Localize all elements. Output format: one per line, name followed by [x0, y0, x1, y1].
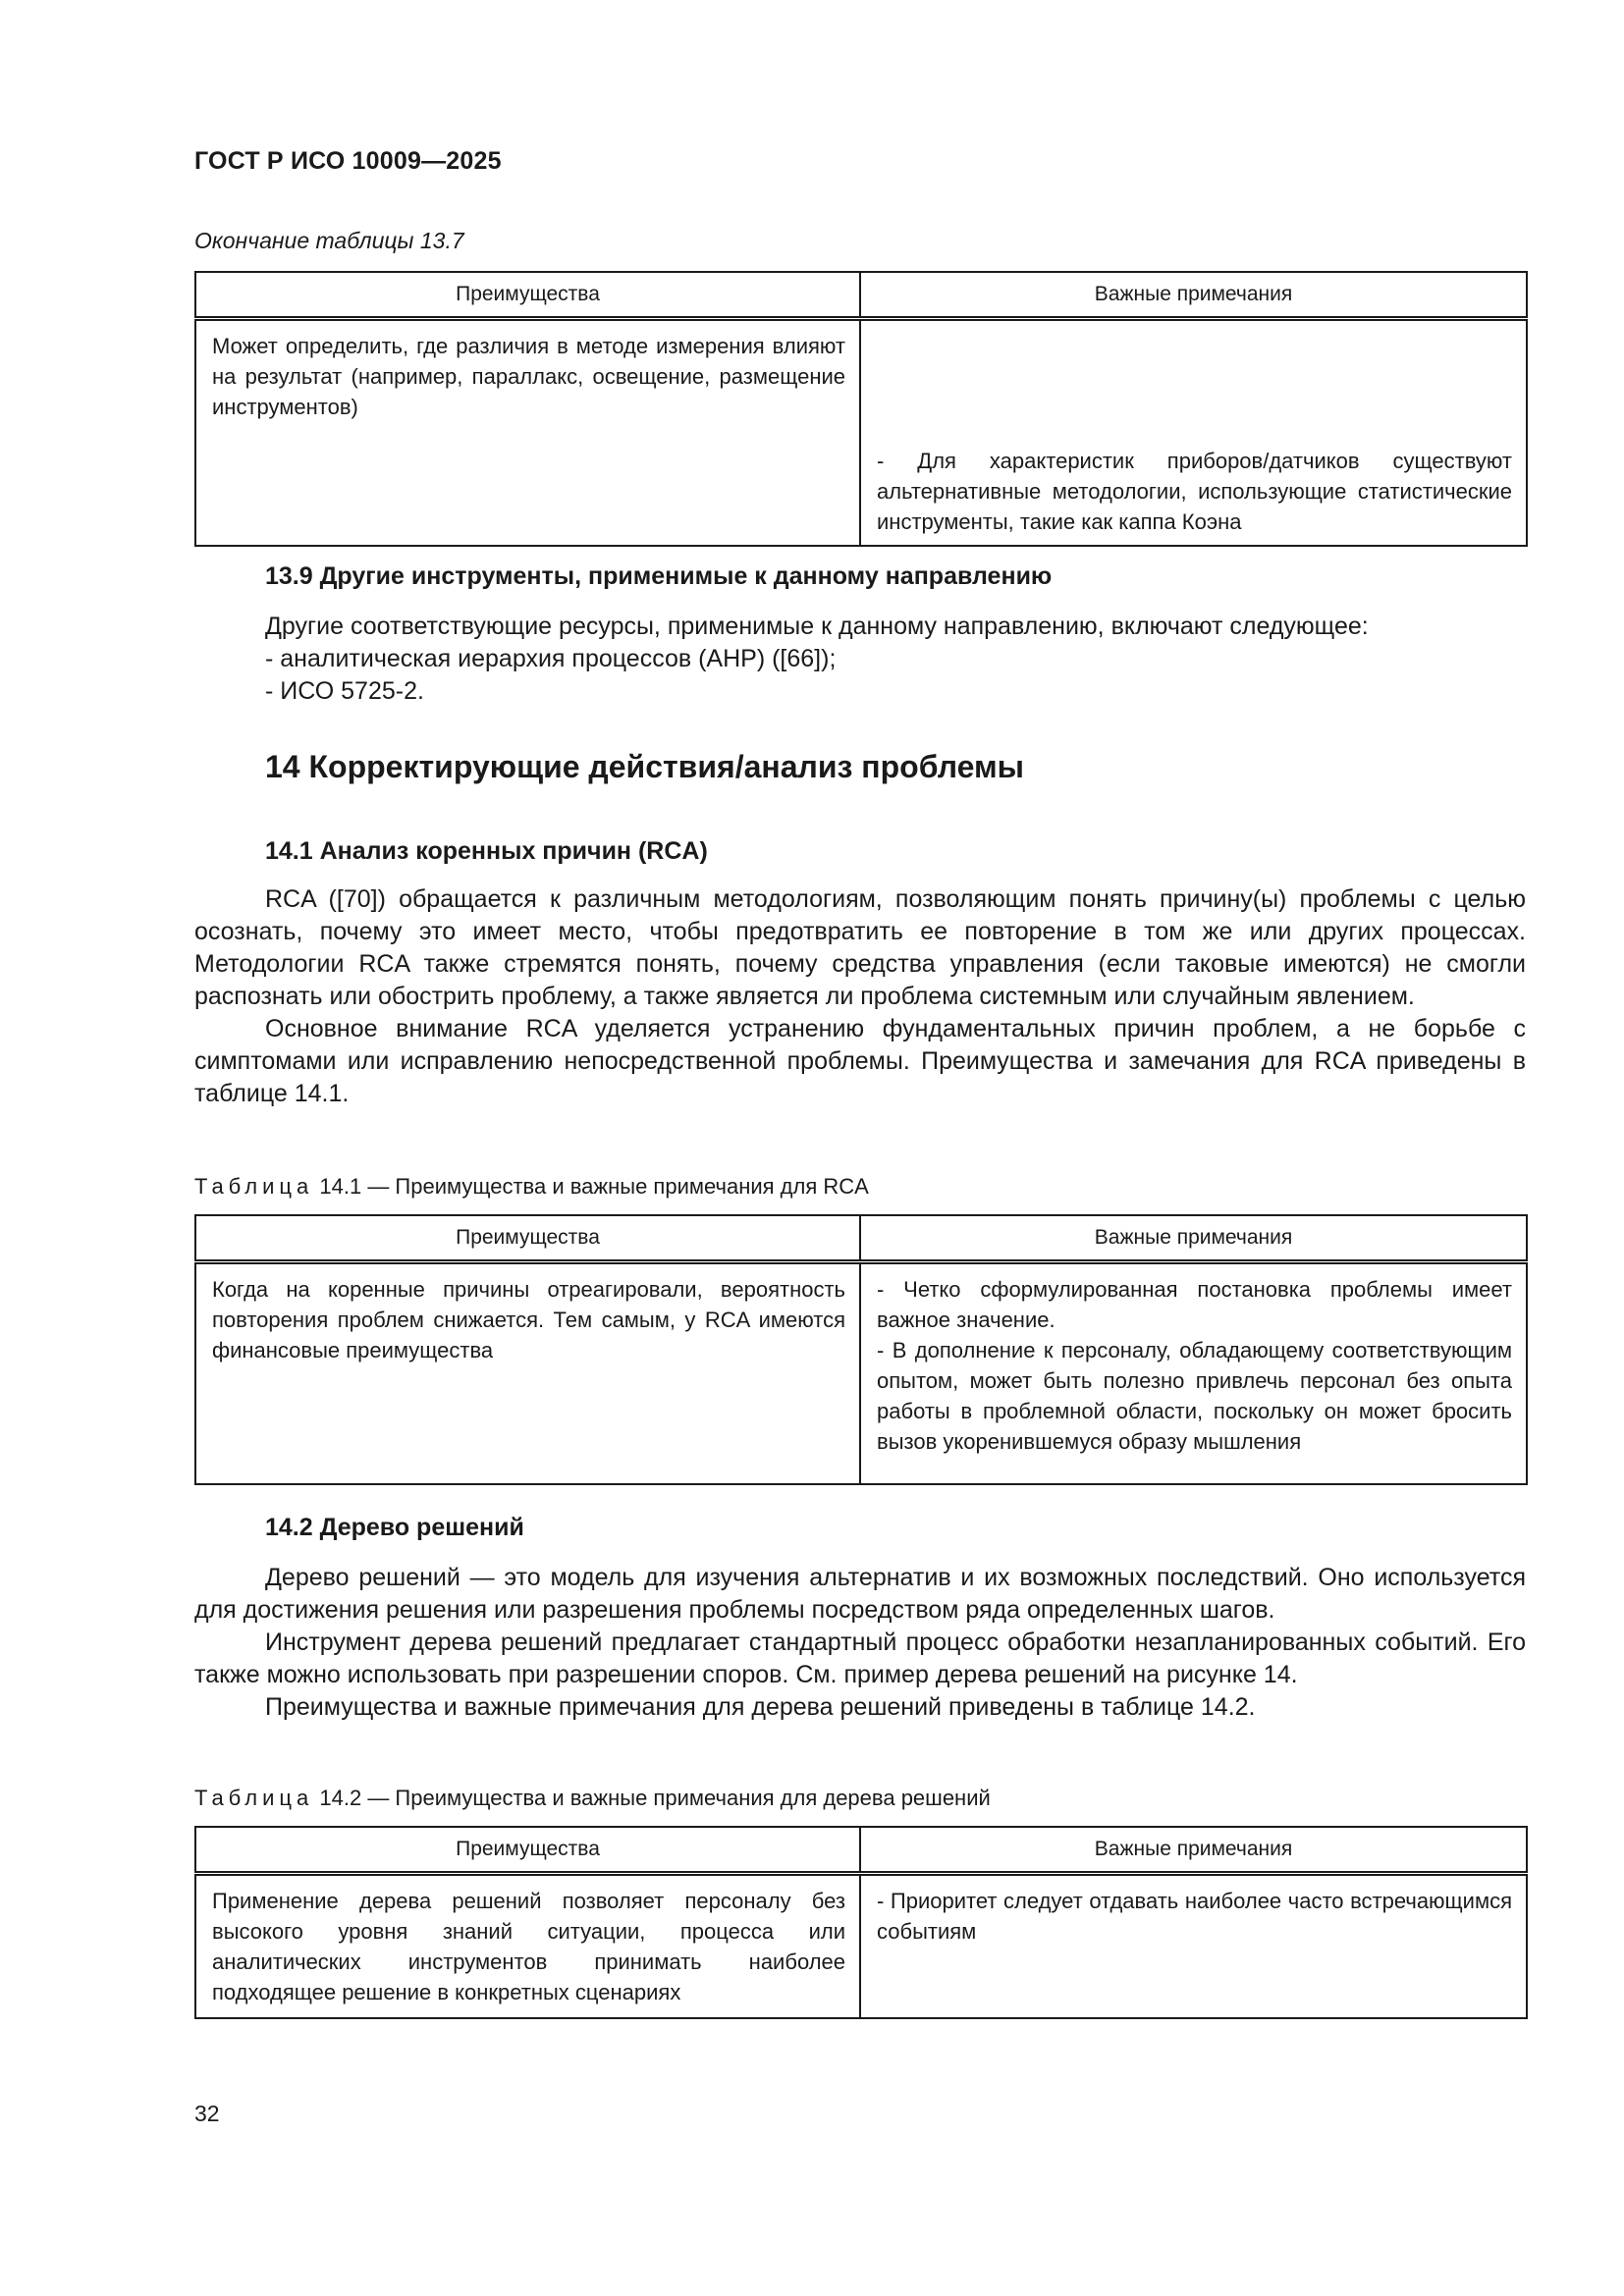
table-header-advantages: Преимущества	[195, 272, 860, 319]
table-cell-notes	[860, 1874, 1527, 2019]
table-cell-advantages	[195, 1874, 860, 2019]
table-header-advantages: Преимущества	[195, 1827, 860, 1874]
cell-text: Может определить, где различия в методе измерения влияют на результат (например, параллакс, освещение, размещение инструментов)	[212, 334, 845, 419]
paragraph: RCA ([70]) обращается к различным методологиям, позволяющим понять причину(ы) проблемы с целью осознать, почему это имеет место, чтобы предотвратить ее повторение в том же или других процессах. Методологии RCA также стремятся понять, почему средства управления (если таковые имеются) не смогли распознать или обострить проблему, а также является ли проблема системным или случайным явлением.	[194, 885, 1526, 1010]
table-13-7	[194, 271, 1528, 547]
document-header: ГОСТ Р ИСО 10009—2025	[194, 147, 502, 175]
paragraph: Преимущества и важные примечания для дерева решений приведены в таблице 14.2.	[265, 1693, 1256, 1721]
cell-text: - Для характеристик приборов/датчиков существуют альтернативные методологии, использующие статистические инструменты, такие как каппа Коэна	[877, 449, 1512, 534]
table-header-advantages: Преимущества	[195, 1215, 860, 1262]
table-13-7-caption: Окончание таблицы 13.7	[194, 228, 464, 253]
caption-text: 14.2 — Преимущества и важные примечания для дерева решений	[319, 1786, 991, 1810]
cell-text: Применение дерева решений позволяет персоналу без высокого уровня знаний ситуации, процесса или аналитических инструментов принимать наиболее подходящее решение в конкретных сценариях	[212, 1889, 845, 2004]
table-14-2-caption	[194, 1786, 991, 1811]
caption-text: 14.1 — Преимущества и важные примечания для RCA	[319, 1174, 869, 1199]
table-cell-notes	[860, 319, 1527, 547]
table-header-notes: Важные примечания	[860, 1215, 1527, 1262]
section-14-2-heading: 14.2 Дерево решений	[265, 1514, 524, 1541]
table-cell-notes	[860, 1262, 1527, 1485]
cell-text: - Приоритет следует отдавать наиболее часто встречающимся событиям	[877, 1889, 1512, 1944]
table-14-1	[194, 1214, 1528, 1485]
table-14-2	[194, 1826, 1528, 2019]
table-cell-advantages	[195, 1262, 860, 1485]
caption-word: Таблица	[194, 1786, 314, 1810]
table-header-notes: Важные примечания	[860, 1827, 1527, 1874]
cell-text: - Четко сформулированная постановка проблемы имеет важное значение.	[877, 1277, 1512, 1332]
list-item: - аналитическая иерархия процессов (AHP) ([66]);	[265, 645, 837, 672]
section-13-9-heading: 13.9 Другие инструменты, применимые к данному направлению	[265, 562, 1053, 590]
paragraph: Основное внимание RCA уделяется устранению фундаментальных причин проблем, а не борьбе с симптомами или исправлению непосредственной проблемы. Преимущества и замечания для RCA приведены в таблице 14.1.	[194, 1015, 1526, 1107]
table-14-1-caption	[194, 1174, 869, 1200]
section-14-1-body	[194, 883, 1526, 1110]
list-item: - ИСО 5725-2.	[265, 677, 424, 705]
section-13-9-intro: Другие соответствующие ресурсы, применимые к данному направлению, включают следующее:	[265, 613, 1369, 640]
caption-word: Таблица	[194, 1174, 314, 1199]
cell-text: Когда на коренные причины отреагировали, вероятность повторения проблем снижается. Тем самым, у RCA имеются финансовые преимущества	[212, 1277, 845, 1362]
cell-text: - В дополнение к персоналу, обладающему соответствующим опытом, может быть полезно привлечь персонал без опыта работы в проблемной области, поскольку он может бросить вызов укоренившемуся образу мышления	[877, 1338, 1512, 1454]
page-number: 32	[194, 2101, 220, 2126]
table-cell-advantages	[195, 319, 860, 547]
section-13-9-body	[265, 611, 1369, 708]
table-header-notes: Важные примечания	[860, 272, 1527, 319]
paragraph: Дерево решений — это модель для изучения альтернатив и их возможных последствий. Оно используется для достижения решения или разрешения проблемы посредством ряда определенных шагов.	[194, 1564, 1526, 1624]
paragraph: Инструмент дерева решений предлагает стандартный процесс обработки незапланированных событий. Его также можно использовать при разрешении споров. См. пример дерева решений на рисунке 14.	[194, 1629, 1526, 1688]
section-14-heading: 14 Корректирующие действия/анализ проблемы	[265, 749, 1024, 784]
section-14-1-heading: 14.1 Анализ коренных причин (RCA)	[265, 837, 708, 865]
section-14-2-body	[194, 1562, 1526, 1724]
